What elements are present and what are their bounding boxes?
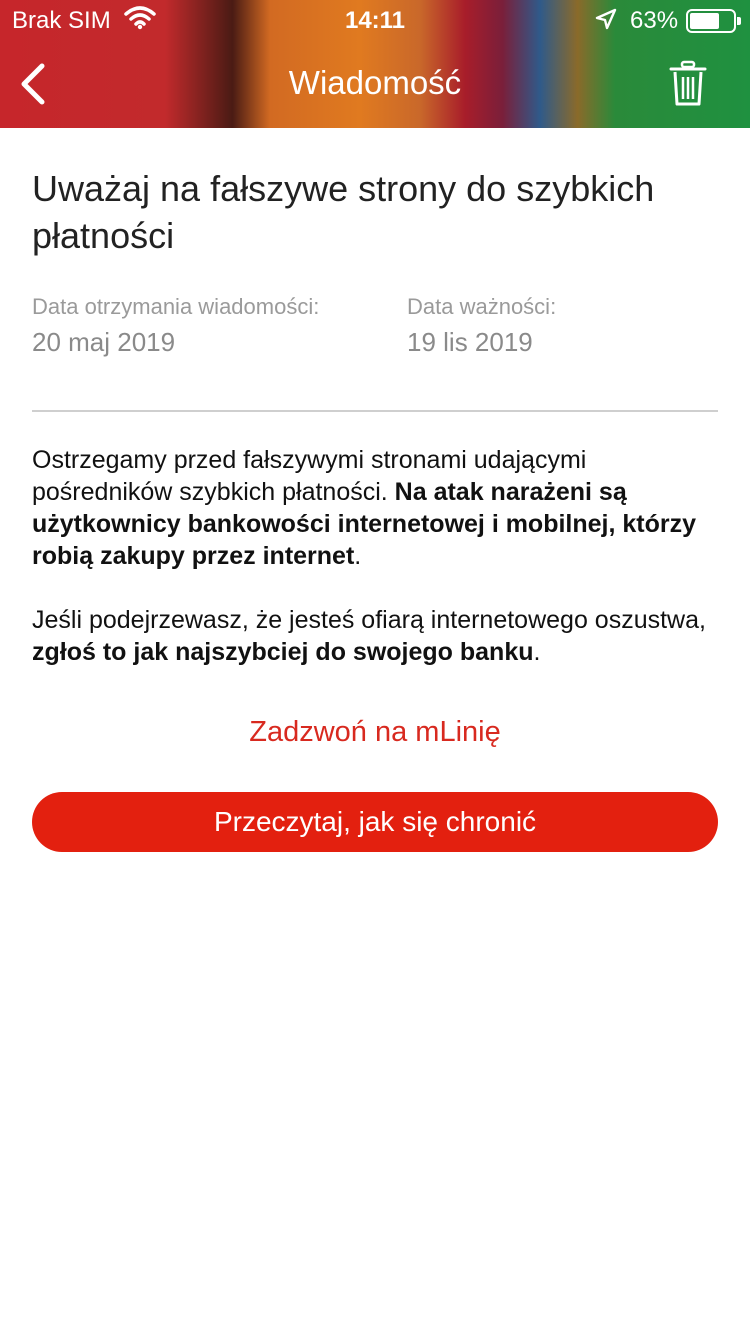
battery-icon [686,9,736,33]
paragraph-2-bold: zgłoś to jak najszybciej do swojego banku [32,638,534,666]
message-title: Uważaj na fałszywe strony do szybkich płatności [32,168,655,256]
valid-date-label: Data ważności: [407,294,557,319]
valid-date-value: 19 lis 2019 [407,327,533,357]
trash-icon[interactable] [668,60,708,108]
nav-bar [0,40,750,128]
divider [32,410,718,412]
message-paragraph-1 [32,444,718,572]
paragraph-1-text: Ostrzegamy przed fałszywymi stronami udającymi pośredników szybkich płatności. [32,446,587,506]
paragraph-1-end: . [354,542,362,570]
call-mlinia-link[interactable]: Zadzwoń na mLinię [249,716,501,748]
carrier-label: Brak SIM [12,7,111,34]
paragraph-2-text: Jeśli podejrzewasz, że jesteś ofiarą internetowego oszustwa, [32,606,706,634]
status-bar [0,0,750,40]
header-banner [0,0,750,128]
paragraph-2-end: . [533,638,541,666]
page-title: Wiadomość [288,64,462,101]
message-paragraph-2 [32,604,718,668]
read-how-to-protect-button[interactable]: Przeczytaj, jak się chronić [32,792,718,852]
clock: 14:11 [344,7,406,34]
received-date-label: Data otrzymania wiadomości: [32,294,320,319]
valid-date-block [407,292,556,360]
message-dates [32,292,718,382]
battery-percent: 63% [630,7,679,34]
location-arrow-icon [594,7,618,38]
received-date-block [32,292,319,360]
received-date-value: 20 maj 2019 [32,327,176,357]
message-content [32,128,718,852]
paragraph-1-bold: Na atak narażeni są użytkownicy bankowości internetowej i mobilnej, którzy robią zakupy przez internet [32,478,697,570]
